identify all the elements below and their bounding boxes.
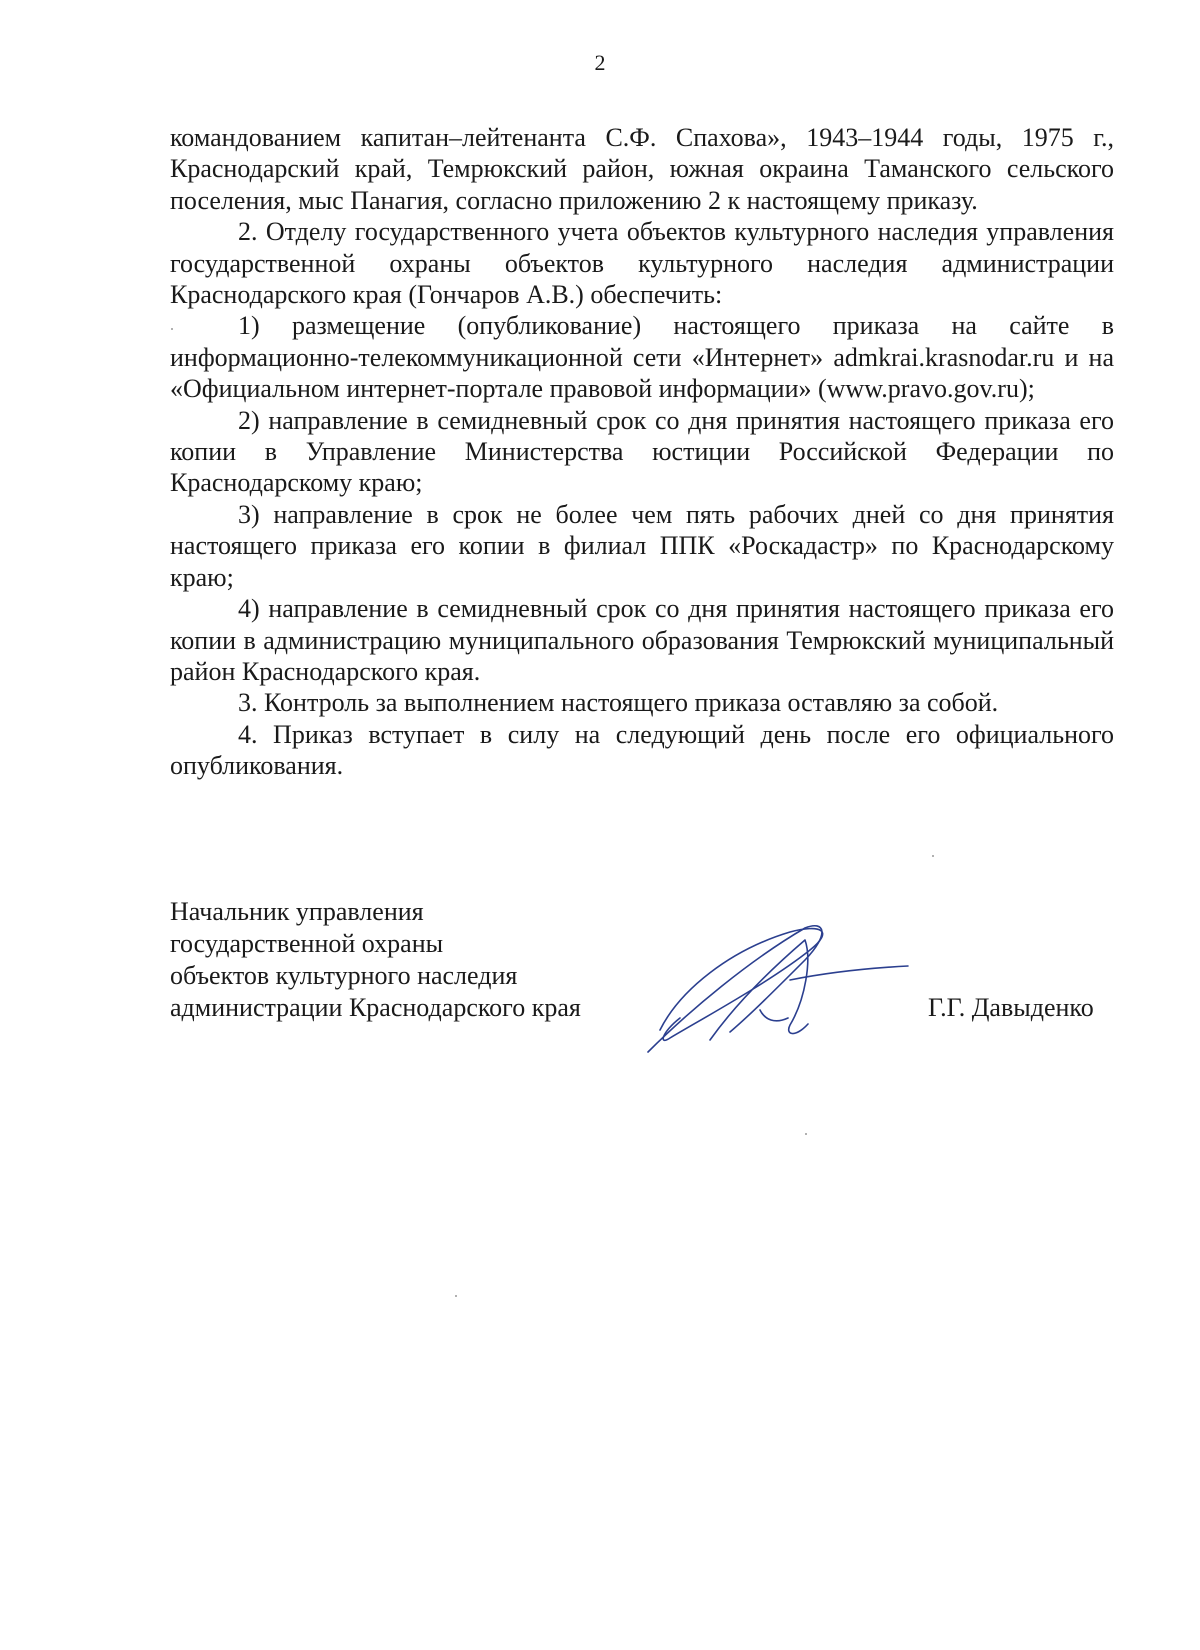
signatory-position-line: администрации Краснодарского края	[170, 993, 581, 1022]
paragraph-item-2: 2. Отделу государственного учета объектов культурного наследия управления государственной охраны объектов культурного наследия администрации Краснодарского края (Гончаров А.В.) обеспечить:	[170, 217, 1114, 310]
scan-speck	[805, 1133, 807, 1135]
paragraph-item-4: 4. Приказ вступает в силу на следующий день после его официального опубликования.	[170, 719, 1114, 781]
page-number: 2	[594, 50, 606, 75]
paragraph-subitem-2: 2) направление в семидневный срок со дня принятия настоящего приказа его копии в Управление Министерства юстиции Российской Федерации по Краснодарскому краю;	[170, 405, 1114, 498]
paragraph-continuation: командованием капитан–лейтенанта С.Ф. Спахова», 1943–1944 годы, 1975 г., Краснодарский край, Темрюкский район, южная окраина Таманского сельского поселения, мыс Панагия, согласно приложению 2 к настоящему приказу.	[170, 123, 1114, 215]
paragraph-subitem-4: 4) направление в семидневный срок со дня принятия настоящего приказа его копии в администрацию муниципального образования Темрюкский муниципальный район Краснодарского края.	[170, 594, 1114, 686]
signatory-position-line: государственной охраны	[170, 929, 444, 958]
scan-speck	[932, 855, 934, 857]
paragraph-subitem-1: 1) размещение (опубликование) настоящего приказа на сайте в информационно-телекоммуникационной сети «Интернет» admkrai.krasnodar.ru и на «Официальном интернет-портале правовой информации» (www.pravo.gov.ru);	[170, 311, 1114, 404]
signatory-position	[170, 896, 581, 1024]
scan-speck	[455, 1295, 457, 1297]
signatory-position-line: Начальник управления	[170, 897, 424, 926]
paragraph-subitem-3: 3) направление в срок не более чем пять рабочих дней со дня принятия настоящего приказа его копии в филиал ППК «Роскадастр» по Краснодарскому краю;	[170, 499, 1114, 592]
scan-speck	[171, 328, 173, 330]
signatory-position-line: объектов культурного наследия	[170, 961, 518, 990]
document-body	[170, 122, 1114, 782]
handwritten-signature	[640, 920, 910, 1060]
signatory-name: Г.Г. Давыденко	[928, 993, 1094, 1022]
paragraph-item-3: 3. Контроль за выполнением настоящего приказа оставляю за собой.	[238, 688, 999, 718]
